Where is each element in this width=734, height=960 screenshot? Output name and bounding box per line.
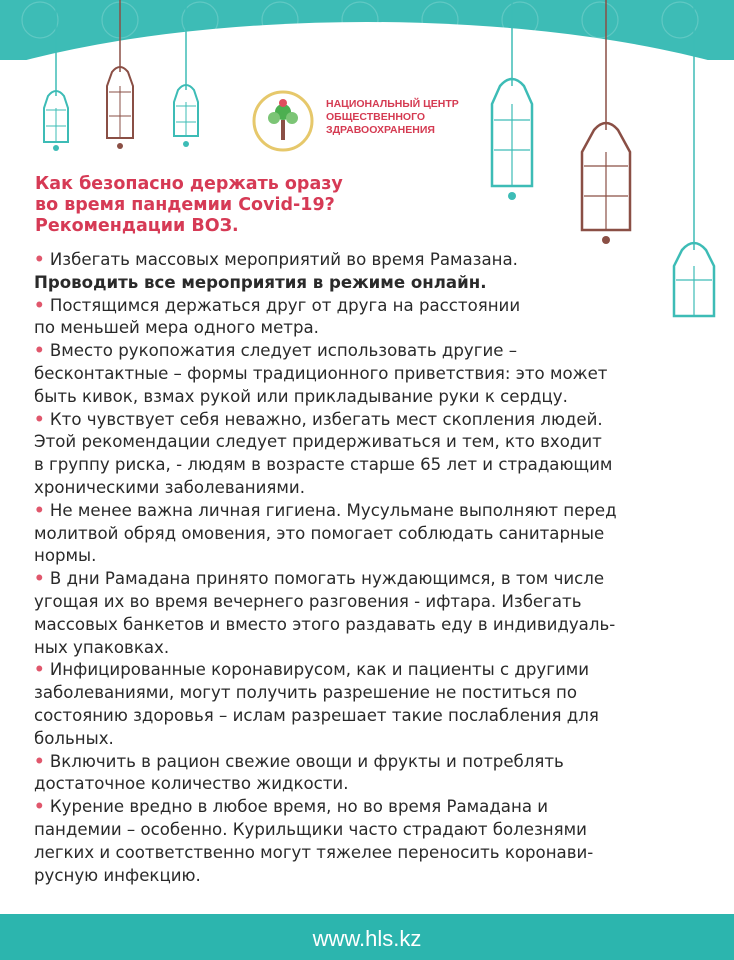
bullet-icon: • [34,569,45,589]
recommendation-item: • Включить в рацион свежие овощи и фрукты и потреблять достаточное количество жидкости. [34,751,564,794]
bullet-icon: • [34,751,45,771]
bullet-icon: • [34,250,45,269]
lantern-brown-icon [100,0,140,160]
nccz-tree-logo-icon [252,90,314,152]
organization-name: НАЦИОНАЛЬНЫЙ ЦЕНТР ОБЩЕСТВЕННОГО ЗДРАВООХРАНЕНИЯ [326,98,459,136]
bullet-icon: • [34,409,45,429]
recommendation-item: • Инфицированные коронавирусом, как и пациенты с другими заболеваниями, могут получить разрешение не поститься по состоянию здоровья – ислам разрешает такие послабления для больных. [34,660,599,748]
recommendation-item: • Не менее важна личная гигиена. Мусульмане выполняют перед молитвой обряд омовения, это помогает соблюдать санитарные нормы. [34,500,617,566]
recommendations-list [34,249,724,887]
website-link[interactable]: www.hls.kz [312,926,422,951]
page-title: Как безопасно держать оразу во время пандемии Covid-19? Рекомендации ВОЗ. [35,174,343,236]
recommendation-item: • Постящимся держаться друг от друга на расстоянии по меньшей мера одного метра. [34,295,521,338]
bullet-icon: • [34,295,45,315]
bullet-icon: • [34,660,45,680]
lantern-teal-icon [166,0,206,160]
recommendation-item: • В дни Рамадана принято помогать нуждающимся, в том числе угощая их во время вечернего разговения - ифтара. Избегать массовых банкетов и вместо этого раздавать еду в индивидуаль- ных упаковках. [34,569,616,657]
bullet-icon: • [34,341,45,361]
bullet-icon: • [34,797,45,817]
bullet-icon: • [34,500,45,520]
recommendation-item: • Кто чувствует себя неважно, избегать мест скопления людей. Этой рекомендации следует придерживаться и тем, кто входит в группу риска, - людям в возрасте старше 65 лет и страдающим хроническими заболеваниями. [34,409,613,497]
lantern-teal-icon [36,0,76,160]
recommendation-item: • Избегать массовых мероприятий во время Рамазана. Проводить все мероприятия в режиме онлайн. [34,250,518,292]
footer-bar [0,914,734,960]
lantern-brown-large-icon [574,0,638,260]
recommendation-item: • Курение вредно в любое время, но во время Рамадана и пандемии – особенно. Курильщики часто страдают болезнями легких и соответственно могут тяжелее переносить коронави- русную инфекцию. [34,797,594,885]
recommendation-item: • Вместо рукопожатия следует использовать другие – бесконтактные – формы традиционного приветствия: это может быть кивок, взмах рукой или прикладывание руки к сердцу. [34,341,608,406]
